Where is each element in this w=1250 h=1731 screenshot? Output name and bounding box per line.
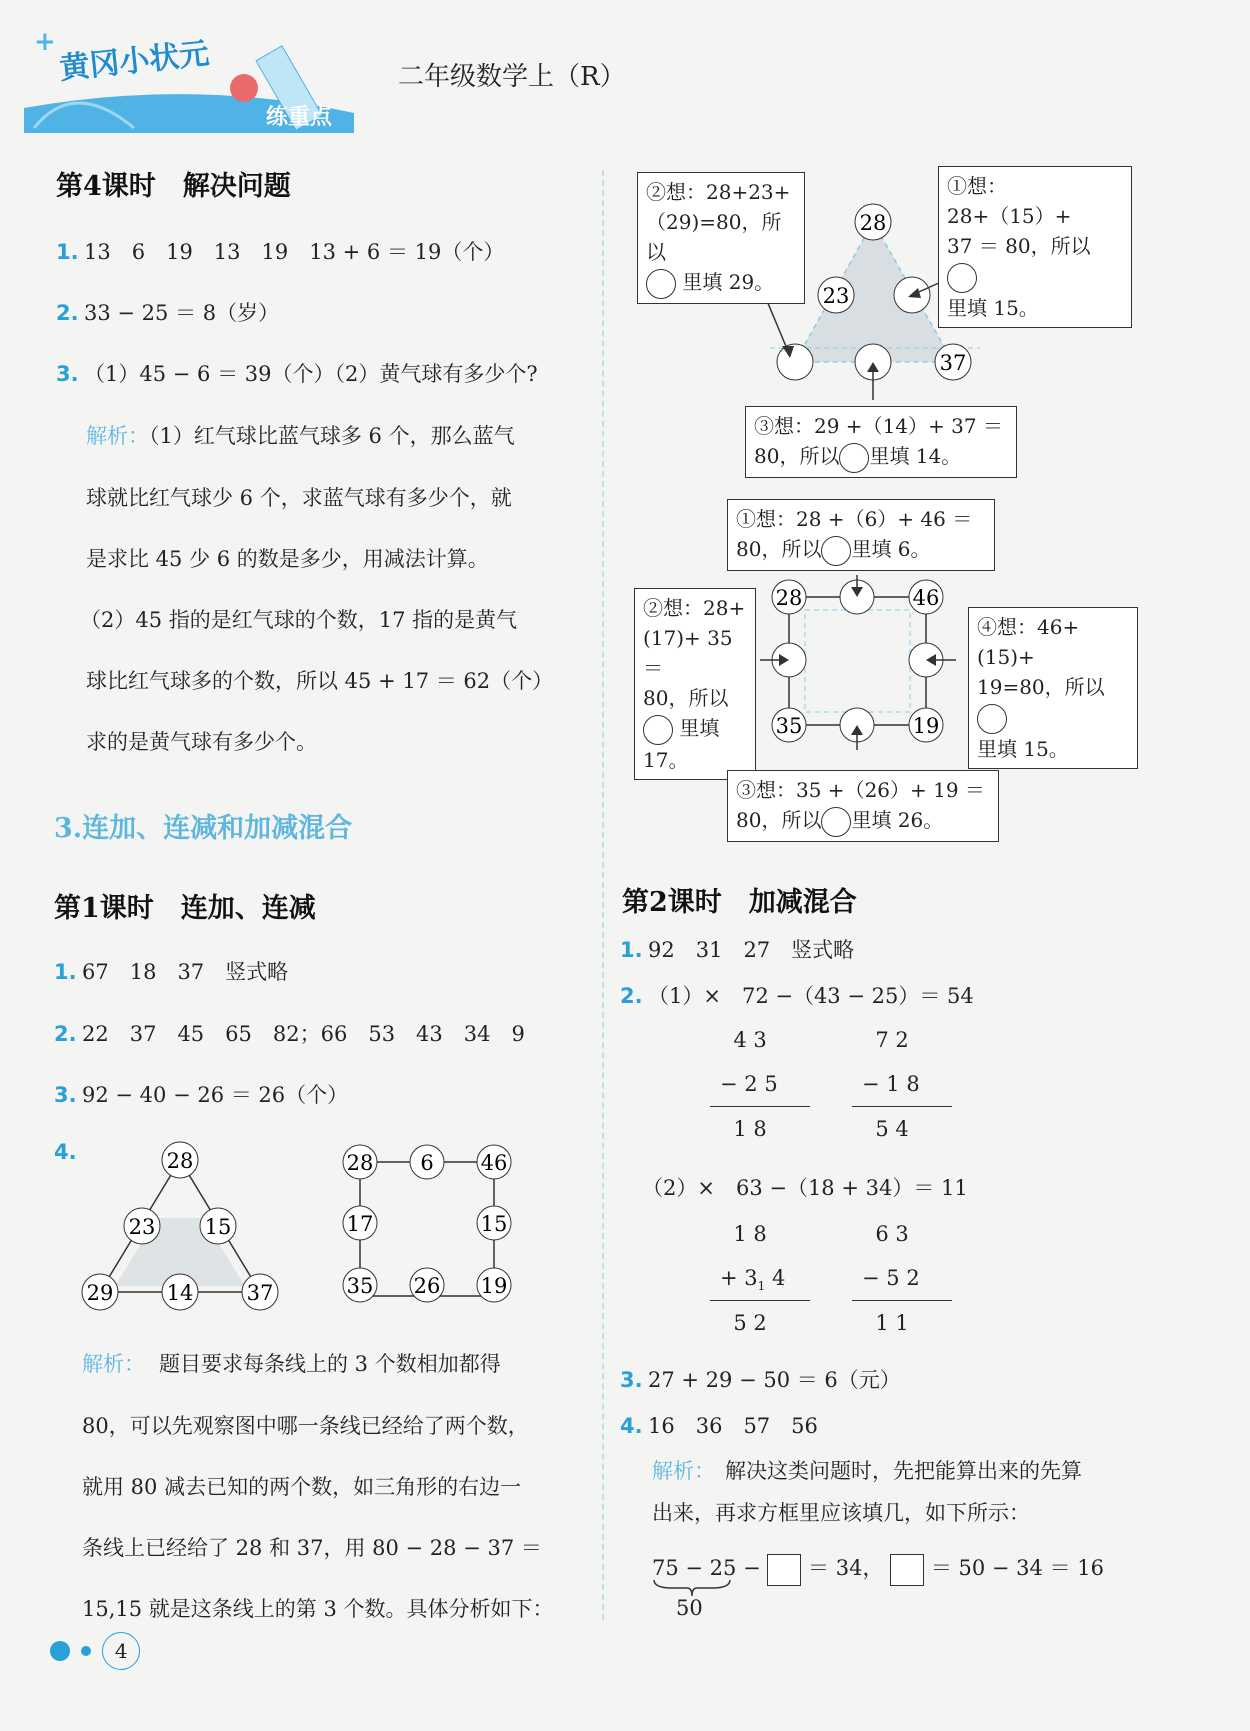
tri-node-value: 15 bbox=[204, 1215, 232, 1239]
r-item-3 bbox=[620, 1364, 901, 1394]
sq-node bbox=[909, 580, 943, 614]
box-text: 里填 bbox=[679, 716, 720, 740]
tri-node-value: 14 bbox=[166, 1281, 194, 1305]
box-line: ②想：28+23+ bbox=[646, 180, 791, 204]
calc-carry: 1 bbox=[757, 1279, 766, 1294]
calc-digits: 3 bbox=[744, 1266, 758, 1290]
box-line: ①想：28+（15）+ bbox=[947, 174, 1072, 228]
sq-node bbox=[343, 1145, 377, 1179]
item-number: 1. bbox=[620, 938, 643, 962]
sq-node bbox=[477, 1206, 511, 1240]
formula-left: 75 − 25 − bbox=[652, 1556, 761, 1580]
calc-mid bbox=[862, 1062, 952, 1106]
r-jiexi-line: 出来，再求方框里应该填几，如下所示： bbox=[652, 1501, 1030, 1525]
item-text: 92 31 27 竖式略 bbox=[648, 938, 855, 962]
l1-jiexi-line: 条线上已经给了 28 和 37，用 80 − 28 − 37 ＝ bbox=[82, 1536, 542, 1560]
l1-item-2 bbox=[54, 1018, 525, 1048]
vertical-calc-2 bbox=[862, 1018, 952, 1151]
item-text: （1）45 − 6 ＝ 39（个）（2）黄气球有多少个? bbox=[84, 362, 538, 386]
box-text: 里填 29。 bbox=[682, 270, 775, 294]
tri-node-value: 23 bbox=[128, 1215, 156, 1239]
arrow-head-icon bbox=[908, 288, 921, 298]
l1-item-3 bbox=[54, 1079, 348, 1109]
box-line bbox=[646, 267, 796, 299]
square-diagram bbox=[335, 1140, 535, 1320]
box-line: 里填 15。 bbox=[977, 736, 1069, 761]
blank-circle bbox=[821, 536, 851, 566]
item-number: 2. bbox=[56, 301, 79, 325]
l1-jiexi-line: 就用 80 减去已知的两个数，如三角形的右边一 bbox=[82, 1475, 522, 1499]
calc-top bbox=[862, 1018, 952, 1062]
calc-top bbox=[720, 1212, 810, 1256]
column-divider bbox=[602, 170, 604, 1620]
sq-node-value: 35 bbox=[346, 1274, 374, 1298]
r-item-4 bbox=[620, 1410, 818, 1440]
calc-digits: 4 bbox=[772, 1266, 786, 1290]
jiexi-text: 解决这类问题时，先把能算出来的先算 bbox=[725, 1459, 1082, 1483]
tri-node bbox=[82, 1274, 118, 1310]
dot-icon bbox=[50, 1641, 70, 1661]
item-number: 1. bbox=[56, 240, 79, 264]
sq-node-value: 28 bbox=[346, 1151, 374, 1175]
calc-top bbox=[862, 1212, 952, 1256]
box-text: 80，所以 bbox=[736, 537, 822, 561]
box-line: 里填 15。 bbox=[947, 295, 1039, 320]
blank-square bbox=[767, 1554, 801, 1586]
l4-item-1 bbox=[56, 236, 504, 266]
sq-node-value: 17 bbox=[346, 1212, 374, 1236]
item-text: 16 36 57 56 bbox=[648, 1414, 818, 1438]
sq-node bbox=[477, 1145, 511, 1179]
item-number: 4. bbox=[620, 1414, 643, 1438]
box-text: 里填 14。 bbox=[869, 444, 962, 468]
lesson4-title: 第4课时 解决问题 bbox=[56, 171, 291, 202]
l1-jiexi-line bbox=[82, 1348, 501, 1378]
tri-node-value: 29 bbox=[86, 1281, 114, 1305]
jiexi-label: 解析： bbox=[82, 1352, 145, 1376]
item-text: 92 − 40 − 26 ＝ 26（个） bbox=[82, 1083, 349, 1107]
sq-box-2 bbox=[634, 588, 756, 780]
item-text: 33 − 25 ＝ 8（岁） bbox=[84, 301, 280, 325]
blank-circle bbox=[821, 807, 851, 837]
calc-digits: 2 5 bbox=[744, 1072, 778, 1096]
sq-box-1 bbox=[727, 499, 995, 571]
l4-jiexi-line: 球就比红气球少 6 个，求蓝气球有多少个，就 bbox=[86, 486, 512, 510]
blank-circle bbox=[947, 263, 977, 293]
calc-operator: − bbox=[862, 1266, 880, 1290]
r-item-1 bbox=[620, 934, 854, 964]
l4-item-3 bbox=[56, 358, 538, 388]
l4-jiexi-line: （2）45 指的是红气球的个数，17 指的是黄气 bbox=[80, 608, 518, 632]
tri-node bbox=[162, 1274, 198, 1310]
brace-icon bbox=[652, 1578, 732, 1598]
sq-node bbox=[772, 708, 806, 742]
page-number-badge bbox=[50, 1632, 140, 1670]
brace-value: 50 bbox=[676, 1596, 703, 1620]
l4-jiexi-line: 是求比 45 少 6 的数是多少，用减法计算。 bbox=[86, 547, 489, 571]
calc-digits: 1 8 bbox=[886, 1072, 920, 1096]
sq-node-value: 19 bbox=[912, 714, 940, 738]
sq-node bbox=[343, 1268, 377, 1302]
box-text: 里填 6。 bbox=[851, 537, 931, 561]
arrow-head-icon bbox=[782, 346, 794, 358]
calc-digits: 5 4 bbox=[875, 1117, 909, 1141]
tri-node-value: 28 bbox=[166, 1149, 194, 1173]
calc-digits: 1 1 bbox=[875, 1311, 909, 1335]
r-jiexi-line bbox=[652, 1455, 1082, 1485]
l4-jiexi-line: 求的是黄气球有多少个。 bbox=[86, 730, 317, 754]
box-text: 19=80，所以 bbox=[977, 675, 1105, 699]
tri-node bbox=[200, 1208, 236, 1244]
sq-node bbox=[909, 708, 943, 742]
sq-node-value: 35 bbox=[775, 714, 803, 738]
jiexi-text: （1）红气球比蓝气球多 6 个，那么蓝气 bbox=[149, 424, 515, 448]
tri-box-3 bbox=[745, 406, 1017, 478]
box-text: 37 ＝ 80，所以 bbox=[947, 234, 1091, 258]
box-text: 80，所以 bbox=[736, 808, 822, 832]
box-line bbox=[736, 534, 986, 566]
lesson2-title: 第2课时 加减混合 bbox=[622, 887, 857, 918]
sq-analysis-shape bbox=[789, 597, 926, 725]
calc-top bbox=[720, 1018, 810, 1062]
item-number: 3. bbox=[54, 1083, 77, 1107]
l1-item-1 bbox=[54, 956, 288, 986]
l4-jiexi-line bbox=[86, 420, 515, 450]
tri-box-1 bbox=[938, 166, 1132, 328]
sq-node-value: 6 bbox=[420, 1151, 434, 1175]
calc-operator: + bbox=[720, 1266, 738, 1290]
calc-digits: 1 8 bbox=[733, 1117, 767, 1141]
sq-node bbox=[477, 1268, 511, 1302]
tri-node-value: 37 bbox=[246, 1281, 274, 1305]
box-line: 17。 bbox=[643, 747, 689, 772]
box-text: 80，所以 bbox=[754, 444, 840, 468]
calc-mid bbox=[720, 1062, 810, 1106]
vertical-calc-4 bbox=[862, 1212, 952, 1345]
sq-node bbox=[772, 580, 806, 614]
dot-small-icon bbox=[81, 1646, 91, 1656]
calc-digits: 5 2 bbox=[733, 1311, 767, 1335]
l4-jiexi-line: 球比红气球多的个数，所以 45 + 17 ＝ 62（个） bbox=[86, 669, 554, 693]
jiexi-label: 解析： bbox=[652, 1459, 715, 1483]
blank-circle bbox=[643, 715, 673, 745]
jiexi-label: 解析： bbox=[86, 424, 149, 448]
sq-node-value: 19 bbox=[480, 1274, 508, 1298]
calc-mid bbox=[720, 1256, 810, 1300]
jiexi-text: 题目要求每条线上的 3 个数相加都得 bbox=[159, 1352, 501, 1376]
calc-result bbox=[862, 1301, 952, 1345]
calc-digits: 1 8 bbox=[733, 1222, 767, 1246]
calc-digits: 6 3 bbox=[875, 1222, 909, 1246]
vertical-calc-1 bbox=[720, 1018, 810, 1151]
calc-mid bbox=[862, 1256, 952, 1300]
box-text: 里填 26。 bbox=[851, 808, 944, 832]
calc-result bbox=[720, 1107, 810, 1151]
box-line: ③想：29 +（14）+ 37 ＝ bbox=[754, 414, 1003, 438]
sq-box-4 bbox=[727, 770, 999, 842]
sq-node-value: 15 bbox=[480, 1212, 508, 1236]
l1-jiexi-line: 80，可以先观察图中哪一条线已经给了两个数， bbox=[82, 1414, 529, 1438]
tri-node bbox=[242, 1274, 278, 1310]
box-line: 80，所以 bbox=[643, 686, 729, 710]
logo-sub: 练重点 bbox=[266, 105, 333, 130]
triangle-diagram bbox=[75, 1138, 295, 1318]
tri-node-value: 28 bbox=[859, 211, 887, 235]
calc-result bbox=[720, 1301, 810, 1345]
tri-node bbox=[162, 1142, 198, 1178]
item-text: 22 37 45 65 82；66 53 43 34 9 bbox=[82, 1022, 525, 1046]
blank-circle bbox=[646, 269, 676, 299]
sq-analysis-diagram bbox=[760, 575, 960, 750]
l1-jiexi-line: 15,15 就是这条线上的第 3 个数。具体分析如下： bbox=[82, 1597, 554, 1621]
item-number: 3. bbox=[620, 1368, 643, 1392]
item-number: 2. bbox=[620, 984, 643, 1008]
item-number: 1. bbox=[54, 960, 77, 984]
book-title: 二年级数学上（R） bbox=[398, 62, 626, 92]
logo-text: 黄冈小状元 bbox=[57, 36, 211, 87]
sq-node bbox=[410, 1268, 444, 1302]
formula-right: ＝ 50 − 34 ＝ 16 bbox=[930, 1556, 1104, 1580]
calc-result bbox=[862, 1107, 952, 1151]
box-line: ③想：35 +（26）+ 19 ＝ bbox=[736, 778, 985, 802]
box-line bbox=[977, 672, 1129, 734]
box-line bbox=[643, 713, 747, 745]
calc-operator: − bbox=[720, 1072, 738, 1096]
box-line bbox=[947, 231, 1123, 293]
item-text: 13 6 19 13 19 13 + 6 ＝ 19（个） bbox=[84, 240, 505, 264]
sq-box-3 bbox=[968, 607, 1138, 769]
calc-digits: 7 2 bbox=[875, 1028, 909, 1052]
item-text: （1）× 72 −（43 − 25）＝ 54 bbox=[648, 984, 974, 1008]
unit-title: 3.连加、连减和加减混合 bbox=[54, 813, 353, 844]
item-text: 27 + 29 − 50 ＝ 6（元） bbox=[648, 1368, 901, 1392]
sq-node-value: 46 bbox=[480, 1151, 508, 1175]
tri-node-value: 23 bbox=[822, 284, 850, 308]
box-line: ④想：46+(15)+ bbox=[977, 615, 1080, 669]
calc-digits: 4 3 bbox=[733, 1028, 767, 1052]
formula-mid: ＝ 34， bbox=[808, 1556, 884, 1580]
item-text: 67 18 37 竖式略 bbox=[82, 960, 289, 984]
box-line bbox=[736, 805, 990, 837]
box-line: ②想：28+ bbox=[643, 596, 746, 620]
svg-text:+: + bbox=[34, 27, 56, 57]
logo bbox=[14, 18, 364, 138]
calc-digits: 5 2 bbox=[886, 1266, 920, 1290]
blank-circle bbox=[977, 704, 1007, 734]
box-line bbox=[754, 441, 1008, 473]
tri-node bbox=[124, 1208, 160, 1244]
lesson1-title: 第1课时 连加、连减 bbox=[54, 893, 316, 924]
r-item-2a bbox=[620, 980, 974, 1010]
dashed-rect bbox=[805, 610, 910, 712]
sq-node-value: 46 bbox=[912, 586, 940, 610]
calc-operator: − bbox=[862, 1072, 880, 1096]
box-line: （29)=80，所以 bbox=[646, 210, 782, 264]
blank-circle bbox=[839, 443, 869, 473]
sq-node-value: 26 bbox=[413, 1274, 441, 1298]
page-number: 4 bbox=[102, 1632, 140, 1670]
vertical-calc-3 bbox=[720, 1212, 810, 1345]
blank-square bbox=[890, 1554, 924, 1586]
sq-node bbox=[410, 1145, 444, 1179]
l4-item-2 bbox=[56, 297, 279, 327]
tri-node-value: 37 bbox=[939, 351, 967, 375]
arrow-head-icon bbox=[867, 362, 879, 372]
r-item-2b: （2）× 63 −（18 + 34）＝ 11 bbox=[642, 1176, 968, 1200]
item-number: 2. bbox=[54, 1022, 77, 1046]
item-number: 3. bbox=[56, 362, 79, 386]
sq-node bbox=[343, 1206, 377, 1240]
box-line: (17)+ 35＝ bbox=[643, 626, 733, 680]
sq-node-value: 28 bbox=[775, 586, 803, 610]
item-number: 4. bbox=[54, 1140, 77, 1164]
tri-box-2 bbox=[637, 172, 805, 304]
box-line: ①想：28 +（6）+ 46 ＝ bbox=[736, 507, 973, 531]
